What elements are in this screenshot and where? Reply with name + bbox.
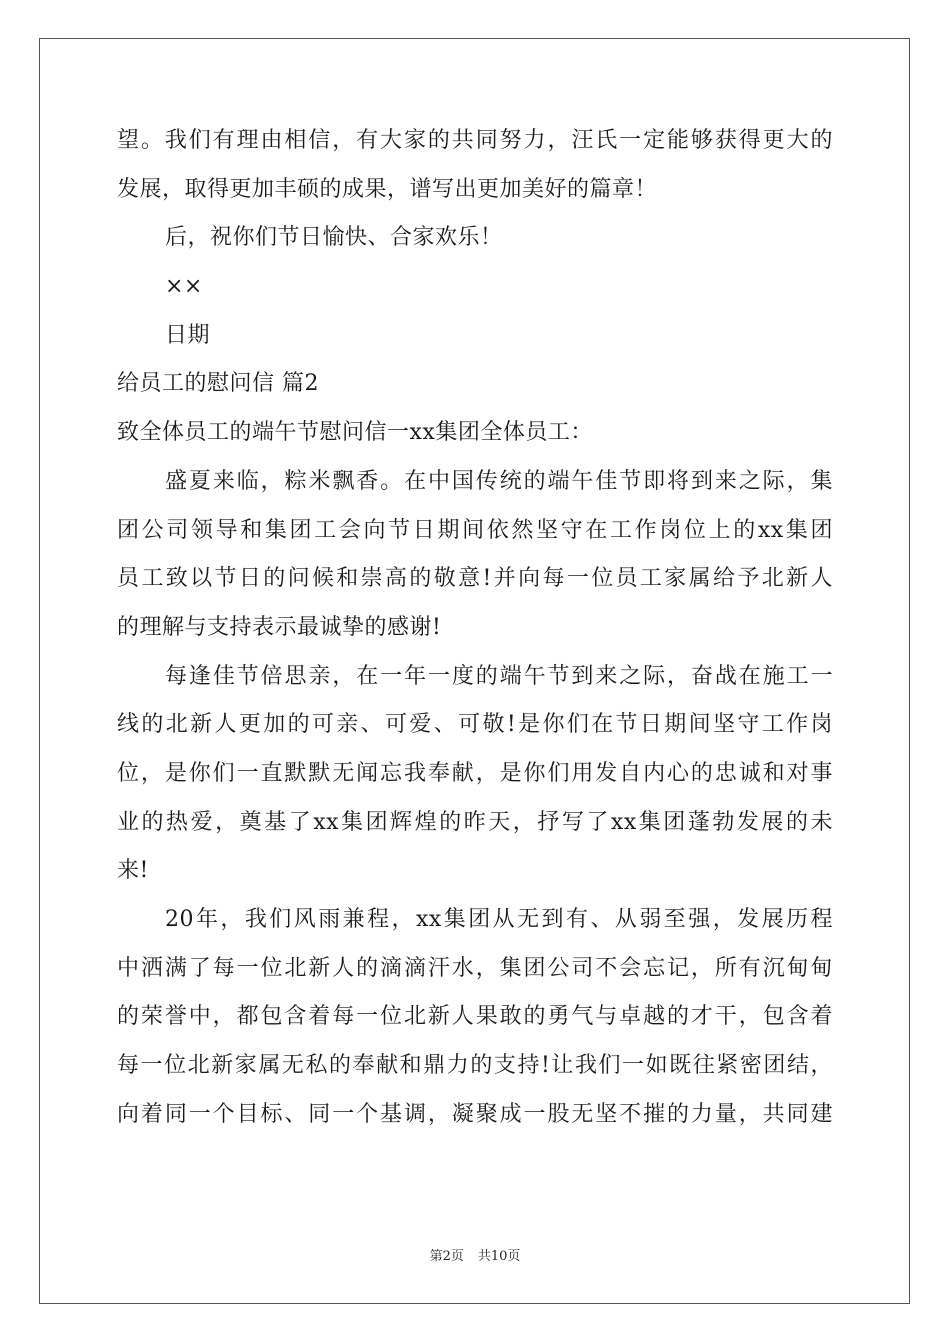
page-total: 共10页: [477, 1249, 521, 1264]
text-line: 20年，我们风雨兼程，xx集团从无到有、从弱至强，发展历程: [165, 907, 833, 932]
section-heading: 给员工的慰问信 篇2: [117, 371, 319, 397]
text-line: 的理解与支持表示最诚挚的感谢!: [117, 614, 442, 640]
text-line: 业的热爱，奠基了xx集团辉煌的昨天，抒写了xx集团蓬勃发展的未: [117, 809, 833, 835]
page-footer: [0, 1249, 950, 1265]
date-line: 日期: [165, 322, 211, 348]
text-line: 团公司领导和集团工会向节日期间依然坚守在工作岗位上的xx集团: [117, 517, 833, 543]
text-line: 来!: [117, 858, 149, 884]
text-line: 线的北新人更加的可亲、可爱、可敬!是你们在节日期间坚守工作岗: [117, 712, 833, 738]
text-line: 每逢佳节倍思亲，在一年一度的端午节到来之际，奋战在施工一: [165, 663, 833, 689]
signature-mark: ××: [165, 274, 203, 300]
text-line: 的荣誉中，都包含着每一位北新人果敢的勇气与卓越的才干，包含着: [117, 1004, 833, 1030]
text-line: 每一位北新家属无私的奉献和鼎力的支持!让我们一如既往紧密团结，: [117, 1053, 833, 1079]
text-line: 后，祝你们节日愉快、合家欢乐！: [165, 225, 503, 251]
document-body: [117, 128, 833, 1150]
page-number: 第2页: [429, 1249, 464, 1264]
text-line: 员工致以节日的问候和崇高的敬意!并向每一位员工家属给予北新人: [117, 566, 833, 592]
text-line: 发展，取得更加丰硕的成果，谱写出更加美好的篇章！: [117, 176, 658, 202]
text-line: 向着同一个目标、同一个基调，凝聚成一股无坚不摧的力量，共同建: [117, 1101, 833, 1127]
text-line: 盛夏来临，粽米飘香。在中国传统的端午佳节即将到来之际，集: [165, 468, 833, 494]
letter-salutation: 致全体员工的端午节慰问信一xx集团全体员工：: [117, 420, 593, 446]
text-line: 望。我们有理由相信，有大家的共同努力，汪氏一定能够获得更大的: [117, 128, 833, 153]
text-line: 中洒满了每一位北新人的滴滴汗水，集团公司不会忘记，所有沉甸甸: [117, 955, 833, 981]
text-line: 位，是你们一直默默无闻忘我奉献，是你们用发自内心的忠诚和对事: [117, 760, 833, 786]
